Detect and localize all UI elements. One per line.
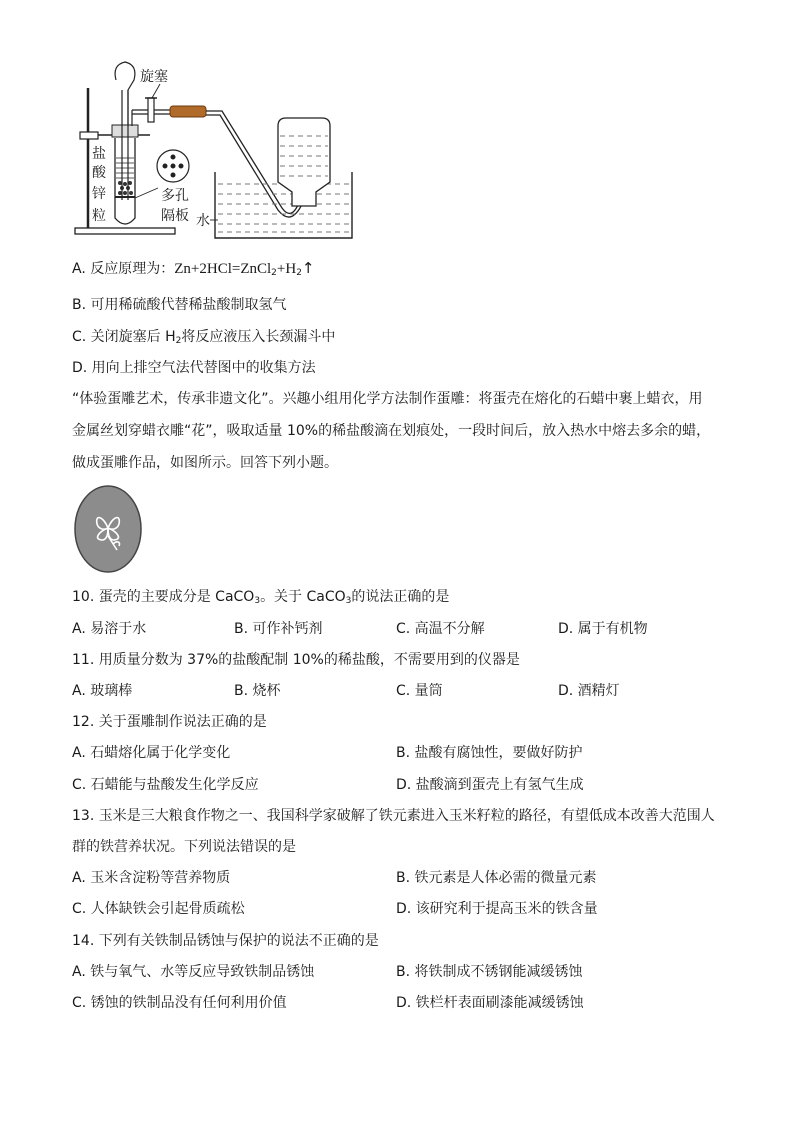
q14-option-d: D. 铁栏杆表面刷漆能减缓锈蚀 [396, 995, 584, 1011]
hydrogen-apparatus-diagram [70, 60, 360, 245]
q9-option-a-prefix: A. 反应原理为： [72, 261, 175, 277]
q13-option-b: B. 铁元素是人体必需的微量元素 [396, 870, 597, 886]
q10-stem-sub-1: 3 [254, 596, 261, 606]
q12-option-c: C. 石蜡能与盐酸发生化学反应 [72, 777, 259, 793]
reagent-label-zinc: 锌 [92, 186, 106, 202]
q10-stem-part-2: 。关于 CaCO [260, 589, 346, 605]
q14-option-c: C. 锈蚀的铁制品没有任何利用价值 [72, 995, 287, 1011]
q11-option-a: A. 玻璃棒 [72, 683, 133, 699]
q9-option-c-sub: 2 [175, 336, 182, 346]
q14-stem: 14. 下列有关铁制品锈蚀与保护的说法不正确的是 [72, 933, 379, 949]
q12-option-b: B. 盐酸有腐蚀性，要做好防护 [396, 745, 583, 761]
q9-option-a-sub-2: 2 [296, 268, 302, 278]
passage-line-2: 金属丝划穿蜡衣雕“花”，吸取适量 10%的稀盐酸滴在划痕处，一段时间后，放入热水中熔去多余的蜡， [72, 423, 711, 439]
q9-option-a [72, 259, 315, 278]
q13-option-c: C. 人体缺铁会引起骨质疏松 [72, 901, 245, 917]
q10-option-c: C. 高温不分解 [396, 621, 485, 637]
q9-option-a-formula-2: +H [276, 261, 297, 277]
q12-option-a: A. 石蜡熔化属于化学变化 [72, 745, 231, 761]
q10-option-d: D. 属于有机物 [558, 621, 648, 637]
q9-option-a-sub-1: 2 [271, 268, 277, 278]
passage-line-1: “体验蛋雕艺术，传承非遗文化”。兴趣小组用化学方法制作蛋雕：将蛋壳在熔化的石蜡中裹上蜡衣，用 [72, 391, 703, 407]
q9-option-c-prefix: C. 关闭旋塞后 H [72, 329, 176, 345]
passage-line-3: 做成蛋雕作品，如图所示。回答下列小题。 [72, 455, 338, 471]
q11-option-d: D. 酒精灯 [558, 683, 620, 699]
q10-stem-part-3: 的说法正确的是 [351, 589, 450, 605]
q10-option-a: A. 易溶于水 [72, 621, 147, 637]
q13-option-d: D. 该研究利于提高玉米的铁含量 [396, 901, 598, 917]
q13-stem-line-2: 群的铁营养状况。下列说法错误的是 [72, 839, 296, 855]
q10-option-b: B. 可作补钙剂 [234, 621, 323, 637]
water-label: 水 [196, 213, 210, 229]
q14-option-b: B. 将铁制成不锈钢能减缓锈蚀 [396, 964, 583, 980]
porous-plate-label-1: 多孔 [161, 188, 189, 204]
q9-option-d: D. 用向上排空气法代替图中的收集方法 [72, 360, 316, 376]
q11-option-b: B. 烧杯 [234, 683, 281, 699]
q9-option-c-suffix: 将反应液压入长颈漏斗中 [181, 329, 336, 345]
q9-option-c [72, 328, 335, 346]
q13-stem-line-1: 13. 玉米是三大粮食作物之一、我国科学家破解了铁元素进入玉米籽粒的路径，有望低成本改善大范围人 [72, 808, 715, 824]
q9-option-a-formula-1: Zn+2HCl=ZnCl [174, 261, 272, 277]
porous-plate-label-2: 隔板 [161, 208, 189, 224]
q9-option-a-arrow: ↑ [301, 259, 315, 277]
stopcock-label: 旋塞 [140, 69, 168, 85]
egg-carving-image [73, 484, 143, 574]
q12-stem: 12. 关于蛋雕制作说法正确的是 [72, 714, 267, 730]
q11-stem: 11. 用质量分数为 37%的盐酸配制 10%的稀盐酸，不需要用到的仪器是 [72, 652, 520, 668]
q13-option-a: A. 玉米含淀粉等营养物质 [72, 870, 231, 886]
q10-stem-sub-2: 3 [345, 596, 352, 606]
reagent-label-acid: 酸 [92, 165, 106, 181]
q14-option-a: A. 铁与氧气、水等反应导致铁制品锈蚀 [72, 964, 315, 980]
q11-option-c: C. 量筒 [396, 683, 443, 699]
q10-stem [72, 588, 449, 606]
reagent-label-salt: 盐 [92, 146, 106, 162]
q12-option-d: D. 盐酸滴到蛋壳上有氢气生成 [396, 777, 584, 793]
q10-stem-part-1: 10. 蛋壳的主要成分是 CaCO [72, 589, 255, 605]
reagent-label-granule: 粒 [92, 208, 106, 224]
q9-option-b: B. 可用稀硫酸代替稀盐酸制取氢气 [72, 297, 287, 313]
